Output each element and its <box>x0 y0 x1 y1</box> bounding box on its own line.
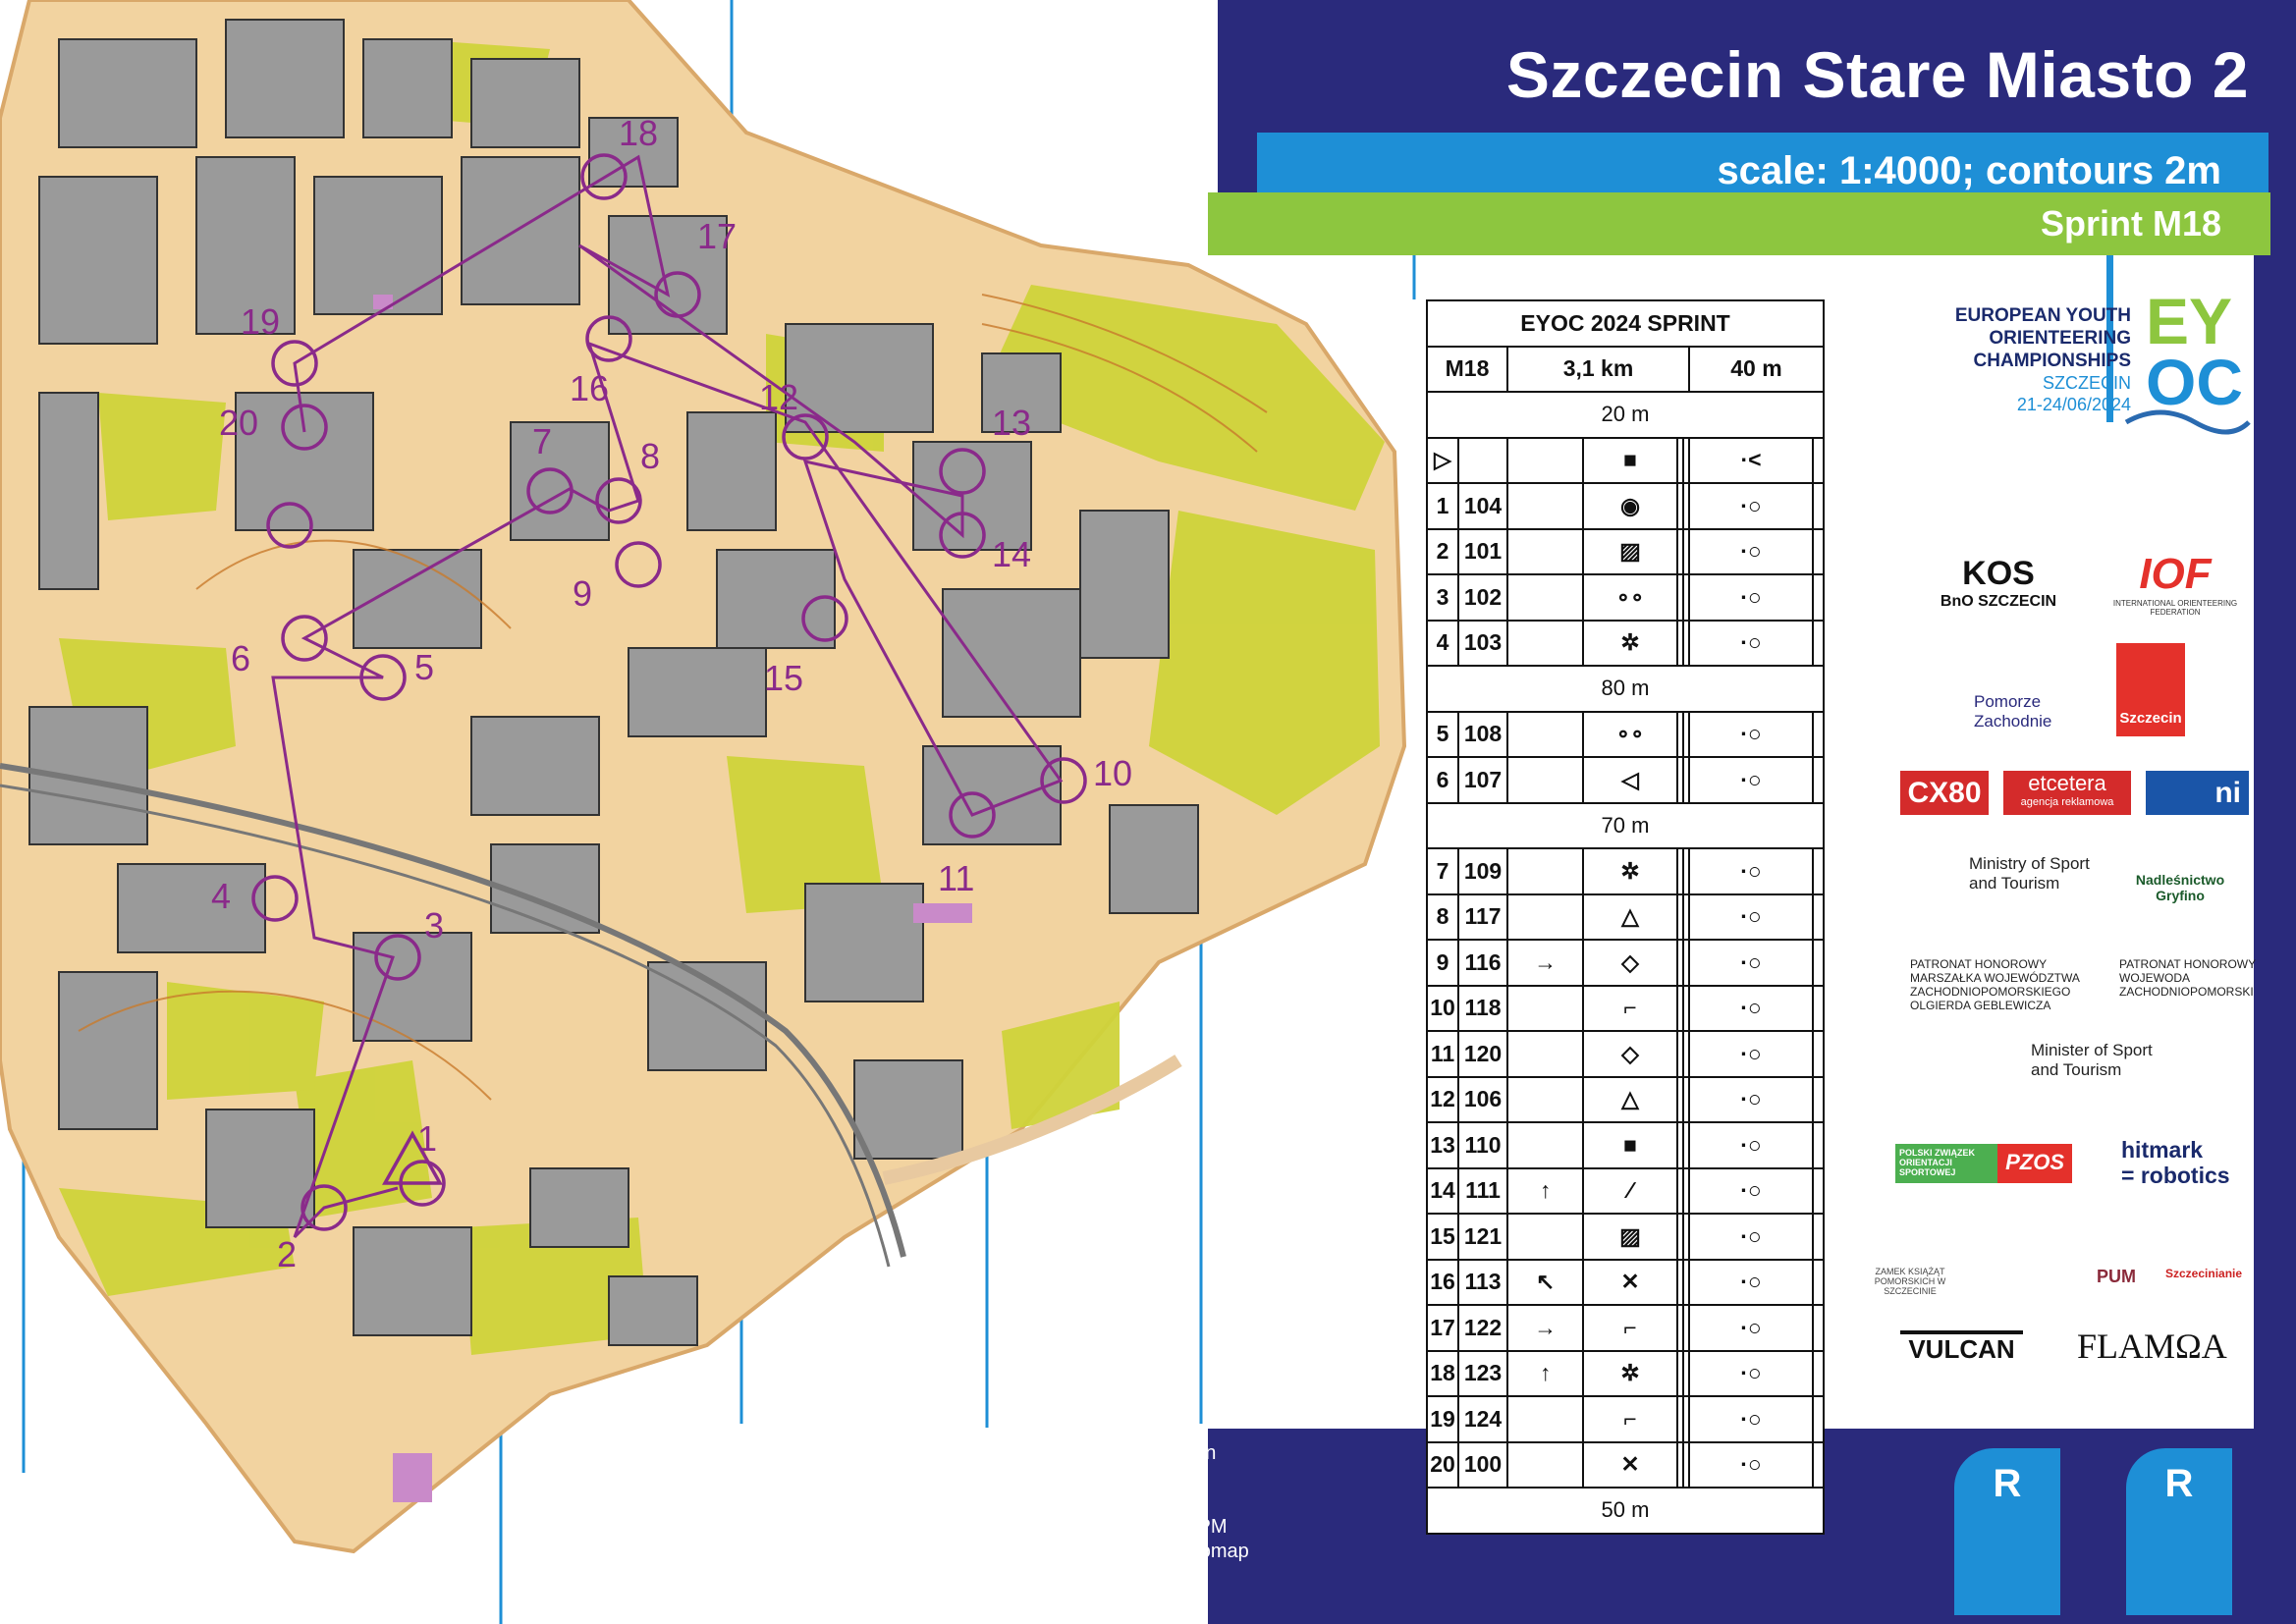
credit-value: June 2024 <box>1046 1565 1138 1587</box>
iof-logo: IOF INTERNATIONAL ORIENTEERING FEDERATION <box>2092 550 2259 617</box>
cd-feature-symbol: ✲ <box>1583 621 1676 667</box>
map-title: Szczecin Stare Miasto 2 <box>1505 38 2249 111</box>
nadlesnictwo-logo: Nadleśnictwo Gryfino <box>2135 872 2225 903</box>
pum-logo: PUM <box>2097 1267 2136 1286</box>
credit-value: Rafał Podziński <box>1046 1491 1181 1513</box>
cd-control-code: 111 <box>1458 1168 1507 1215</box>
cd-control-row <box>1427 483 1824 529</box>
cd-control-row <box>1427 1031 1824 1077</box>
etcetera-logo-sub: agencja reklamowa <box>2020 796 2114 808</box>
cd-taped-distance: 20 m <box>1427 392 1824 438</box>
iof-logo-sub: INTERNATIONAL ORIENTEERING FEDERATION <box>2112 599 2238 617</box>
cd-control-number: 9 <box>1427 940 1458 986</box>
szczecinianie-logo: Szczecinianie <box>2165 1267 2243 1280</box>
cd-control-row <box>1427 848 1824 894</box>
szczecin-logo-text: Szczecin <box>2119 710 2182 727</box>
cd-control-number: 1 <box>1427 483 1458 529</box>
cd-col-c <box>1507 1031 1583 1077</box>
cd-length: 3,1 km <box>1507 347 1689 393</box>
cx80-logo: CX80 <box>1900 771 1989 815</box>
credit-label: Mapmaker <box>847 1467 941 1489</box>
cd-control-number: ▷ <box>1427 438 1458 484</box>
control-number-2: 2 <box>277 1234 298 1274</box>
cd-location-symbol: ·○ <box>1689 712 1813 758</box>
cd-control-code: 123 <box>1458 1351 1507 1397</box>
minister-logo-2: Minister of Sport and Tourism <box>2031 1041 2153 1079</box>
cd-control-number: 8 <box>1427 894 1458 941</box>
credit-label: Course setter <box>847 1491 966 1513</box>
cd-control-row <box>1427 757 1824 803</box>
cd-control-number: 7 <box>1427 848 1458 894</box>
cd-col-h <box>1813 1442 1824 1489</box>
credits-labels <box>847 1441 1005 1589</box>
cd-col-c <box>1507 1122 1583 1168</box>
cd-feature-symbol: ∘∘ <box>1583 574 1676 621</box>
cd-climb: 40 m <box>1689 347 1824 393</box>
control-number-13: 13 <box>992 403 1032 443</box>
organiser-dates: 21-24/06/2024 <box>2016 395 2131 414</box>
cd-col-h <box>1813 757 1824 803</box>
control-number-10: 10 <box>1093 753 1133 793</box>
cd-control-row <box>1427 712 1824 758</box>
organiser-line-2: ORIENTEERING <box>1989 328 2131 349</box>
cd-control-number: 17 <box>1427 1305 1458 1351</box>
cd-location-symbol: ·○ <box>1689 574 1813 621</box>
cd-control-number: 20 <box>1427 1442 1458 1489</box>
szczecin-logo <box>2116 643 2185 736</box>
cd-feature-symbol: ⌐ <box>1583 1396 1676 1442</box>
cd-control-number: 19 <box>1427 1396 1458 1442</box>
cd-col-c <box>1507 621 1583 667</box>
cd-location-symbol: ·< <box>1689 438 1813 484</box>
patronat-2: PATRONAT HONOROWY WOJEWODA ZACHODNIOPOMORSKI <box>2119 957 2256 999</box>
control-number-4: 4 <box>211 876 232 916</box>
cd-col-c: ↖ <box>1507 1260 1583 1306</box>
cd-control-code: 106 <box>1458 1077 1507 1123</box>
credit-label: Base map <box>847 1541 937 1562</box>
cd-control-code: 109 <box>1458 848 1507 894</box>
cd-col-c <box>1507 1442 1583 1489</box>
cd-control-number: 5 <box>1427 712 1458 758</box>
cd-control-number: 10 <box>1427 986 1458 1032</box>
pzos-logo-text: PZOS <box>1997 1144 2072 1183</box>
cd-location-symbol: ·○ <box>1689 1168 1813 1215</box>
cd-feature-symbol: ▨ <box>1583 1214 1676 1260</box>
credit-label: Update <box>847 1565 911 1587</box>
cd-col-h <box>1813 438 1824 484</box>
credit-label: Owner <box>847 1442 905 1464</box>
cd-col-h <box>1813 529 1824 575</box>
pzos-logo <box>1895 1144 2072 1183</box>
cd-control-code: 100 <box>1458 1442 1507 1489</box>
cd-location-symbol: ·○ <box>1689 1122 1813 1168</box>
control-description-card <box>1426 299 1825 1535</box>
cd-location-symbol: ·○ <box>1689 848 1813 894</box>
cd-feature-symbol: ∕ <box>1583 1168 1676 1215</box>
cd-feature-symbol: ◁ <box>1583 757 1676 803</box>
cd-control-number: 12 <box>1427 1077 1458 1123</box>
cd-col-c <box>1507 1214 1583 1260</box>
r-tab-1-label: R <box>1993 1462 2022 1505</box>
organiser-line-3: CHAMPIONSHIPS <box>1973 351 2131 371</box>
cd-control-number: 16 <box>1427 1260 1458 1306</box>
cd-control-code: 104 <box>1458 483 1507 529</box>
cd-feature-symbol: ◇ <box>1583 940 1676 986</box>
cd-col-c <box>1507 712 1583 758</box>
cd-col-h <box>1813 1077 1824 1123</box>
cd-control-row <box>1427 1305 1824 1351</box>
cd-feature-symbol: ✕ <box>1583 1260 1676 1306</box>
cd-taped-distance: 80 m <box>1427 666 1824 712</box>
cd-feature-symbol: ◇ <box>1583 1031 1676 1077</box>
pzos-logo-sub: POLSKI ZWIĄZEK ORIENTACJI SPORTOWEJ <box>1899 1148 1975 1177</box>
scale-text: scale: 1:4000; contours 2m <box>1717 149 2221 192</box>
cd-location-symbol: ·○ <box>1689 757 1813 803</box>
cd-col-c: → <box>1507 1305 1583 1351</box>
control-number-6: 6 <box>231 638 251 678</box>
cd-control-row <box>1427 1442 1824 1489</box>
cd-col-h <box>1813 574 1824 621</box>
cd-col-h <box>1813 483 1824 529</box>
cd-col-c <box>1507 438 1583 484</box>
ni-logo: ni <box>2146 771 2249 815</box>
cd-feature-symbol: ▨ <box>1583 529 1676 575</box>
cd-location-symbol: ·○ <box>1689 1260 1813 1306</box>
cd-control-code: 120 <box>1458 1031 1507 1077</box>
cd-location-symbol: ·○ <box>1689 483 1813 529</box>
control-number-9: 9 <box>573 573 593 614</box>
organiser-city: SZCZECIN <box>2043 373 2131 393</box>
cd-location-symbol: ·○ <box>1689 1077 1813 1123</box>
ministry-logo-1: Ministry of Sport and Tourism <box>1969 854 2090 893</box>
cd-control-code: 108 <box>1458 712 1507 758</box>
cd-col-h <box>1813 1260 1824 1306</box>
cd-col-h <box>1813 940 1824 986</box>
cd-control-number: 6 <box>1427 757 1458 803</box>
control-number-3: 3 <box>424 905 445 946</box>
cd-col-h <box>1813 894 1824 941</box>
cd-col-c <box>1507 894 1583 941</box>
cd-control-code: 101 <box>1458 529 1507 575</box>
hitmark-logo <box>2121 1137 2249 1188</box>
r-tab-2-label: R <box>2164 1462 2194 1505</box>
cd-start-row <box>1427 438 1824 484</box>
credit-label: Map no. <box>847 1516 919 1538</box>
cd-feature-symbol: ✲ <box>1583 1351 1676 1397</box>
control-number-1: 1 <box>417 1118 438 1159</box>
r-tab-2 <box>2126 1448 2232 1615</box>
cd-control-row <box>1427 940 1824 986</box>
control-number-11: 11 <box>938 858 975 898</box>
cd-class: M18 <box>1427 347 1507 393</box>
cd-control-number: 2 <box>1427 529 1458 575</box>
cd-control-code: 110 <box>1458 1122 1507 1168</box>
cd-location-symbol: ·○ <box>1689 1031 1813 1077</box>
cd-col-c: ↑ <box>1507 1168 1583 1215</box>
kos-logo-sub: BnO SZCZECIN <box>1940 593 2057 610</box>
cd-taped-distance: 50 m <box>1427 1488 1824 1534</box>
cd-control-row <box>1427 529 1824 575</box>
svg-text:OC: OC <box>2146 346 2243 418</box>
cd-location-symbol: ·○ <box>1689 986 1813 1032</box>
cd-control-row <box>1427 986 1824 1032</box>
svg-text:EY: EY <box>2146 285 2233 357</box>
cd-control-number: 11 <box>1427 1031 1458 1077</box>
cd-control-code: 107 <box>1458 757 1507 803</box>
control-number-7: 7 <box>532 421 553 461</box>
cd-col-c <box>1507 574 1583 621</box>
cd-col-c <box>1507 483 1583 529</box>
cd-location-symbol: ·○ <box>1689 1214 1813 1260</box>
organiser-block <box>1846 304 2131 415</box>
cd-event: EYOC 2024 SPRINT <box>1427 300 1824 347</box>
credit-value: KOS BnO Szczecin <box>1046 1442 1217 1464</box>
cd-rows <box>1427 392 1824 1534</box>
cd-col-h <box>1813 986 1824 1032</box>
control-number-12: 12 <box>759 377 799 417</box>
cd-location-symbol: ·○ <box>1689 894 1813 941</box>
control-number-18: 18 <box>619 113 659 153</box>
vulcan-logo: VULCAN <box>1900 1330 2023 1365</box>
cd-control-code: 121 <box>1458 1214 1507 1260</box>
kos-logo <box>1925 555 2072 611</box>
credit-value: LIDAR & ortophotomap <box>1046 1541 1249 1562</box>
cd-control-number: 14 <box>1427 1168 1458 1215</box>
class-text: Sprint M18 <box>2040 203 2221 244</box>
cd-control-code: 113 <box>1458 1260 1507 1306</box>
cd-taped-row <box>1427 803 1824 849</box>
cd-control-row <box>1427 1351 1824 1397</box>
cd-feature-symbol: ✕ <box>1583 1442 1676 1489</box>
cd-col-h <box>1813 1122 1824 1168</box>
hitmark-line-1: hitmark <box>2121 1137 2204 1163</box>
cd-taped-row <box>1427 1488 1824 1534</box>
cd-control-number: 4 <box>1427 621 1458 667</box>
cd-col-h <box>1813 712 1824 758</box>
cd-control-code: 124 <box>1458 1396 1507 1442</box>
cd-col-h <box>1813 848 1824 894</box>
cd-feature-symbol: ∘∘ <box>1583 712 1676 758</box>
cd-feature-symbol: ✲ <box>1583 848 1676 894</box>
cd-feature-symbol: ■ <box>1583 438 1676 484</box>
cd-col-c <box>1507 1077 1583 1123</box>
cd-col-h <box>1813 1305 1824 1351</box>
cd-col-c <box>1507 1396 1583 1442</box>
control-number-5: 5 <box>414 647 435 687</box>
cd-feature-symbol: ⌐ <box>1583 986 1676 1032</box>
control-number-16: 16 <box>570 368 610 408</box>
cd-control-number: 13 <box>1427 1122 1458 1168</box>
cd-location-symbol: ·○ <box>1689 621 1813 667</box>
control-number-20: 20 <box>219 403 259 443</box>
pomorze-logo: Pomorze Zachodnie <box>1974 692 2052 731</box>
cd-col-h <box>1813 1351 1824 1397</box>
cd-control-row <box>1427 1168 1824 1215</box>
cd-taped-distance: 70 m <box>1427 803 1824 849</box>
cd-control-code <box>1458 438 1507 484</box>
cd-control-code: 117 <box>1458 894 1507 941</box>
cd-location-symbol: ·○ <box>1689 529 1813 575</box>
cd-control-row <box>1427 1214 1824 1260</box>
cd-col-c: → <box>1507 940 1583 986</box>
credits-values <box>1046 1441 1272 1589</box>
cd-control-row <box>1427 621 1824 667</box>
cd-control-code: 103 <box>1458 621 1507 667</box>
cd-control-number: 15 <box>1427 1214 1458 1260</box>
cd-control-code: 116 <box>1458 940 1507 986</box>
cd-col-c <box>1507 529 1583 575</box>
hitmark-line-2: = robotics <box>2121 1163 2230 1188</box>
cd-feature-symbol: △ <box>1583 894 1676 941</box>
cd-feature-symbol: △ <box>1583 1077 1676 1123</box>
r-tab-1 <box>1954 1448 2060 1615</box>
cd-control-row <box>1427 574 1824 621</box>
etcetera-logo <box>2003 771 2131 815</box>
cd-col-h <box>1813 1214 1824 1260</box>
cd-col-h <box>1813 1168 1824 1215</box>
cd-taped-row <box>1427 666 1824 712</box>
cd-location-symbol: ·○ <box>1689 1442 1813 1489</box>
cd-col-h <box>1813 1396 1824 1442</box>
credit-value: 2024-047-2994-ZPM <box>1046 1516 1228 1538</box>
cd-control-row <box>1427 894 1824 941</box>
cd-taped-row <box>1427 392 1824 438</box>
cd-control-code: 122 <box>1458 1305 1507 1351</box>
cd-control-row <box>1427 1260 1824 1306</box>
cd-control-row <box>1427 1396 1824 1442</box>
cd-control-row <box>1427 1077 1824 1123</box>
cd-location-symbol: ·○ <box>1689 1305 1813 1351</box>
control-number-17: 17 <box>697 216 738 256</box>
control-number-19: 19 <box>241 301 281 342</box>
cd-col-c <box>1507 757 1583 803</box>
credit-value: Rafał Podziński <box>1046 1467 1181 1489</box>
kos-logo-text: KOS <box>1962 555 2035 592</box>
cd-feature-symbol: ■ <box>1583 1122 1676 1168</box>
cd-col-h <box>1813 1031 1824 1077</box>
control-number-14: 14 <box>992 534 1032 574</box>
cd-location-symbol: ·○ <box>1689 940 1813 986</box>
cd-col-c <box>1507 848 1583 894</box>
cd-control-code: 118 <box>1458 986 1507 1032</box>
control-number-8: 8 <box>640 436 661 476</box>
cd-col-c: ↑ <box>1507 1351 1583 1397</box>
cd-col-h <box>1813 621 1824 667</box>
control-number-15: 15 <box>764 658 804 698</box>
cd-feature-symbol: ⌐ <box>1583 1305 1676 1351</box>
cd-feature-symbol: ◉ <box>1583 483 1676 529</box>
cd-col-c <box>1507 986 1583 1032</box>
cd-location-symbol: ·○ <box>1689 1396 1813 1442</box>
organiser-line-1: EUROPEAN YOUTH <box>1954 305 2131 326</box>
cd-control-number: 3 <box>1427 574 1458 621</box>
cd-control-row <box>1427 1122 1824 1168</box>
cd-location-symbol: ·○ <box>1689 1351 1813 1397</box>
zamek-logo: ZAMEK KSIĄŻĄT POMORSKICH W SZCZECINIE <box>1874 1267 1946 1296</box>
cd-control-number: 18 <box>1427 1351 1458 1397</box>
etcetera-logo-text: etcetera <box>2028 771 2106 795</box>
patronat-1: PATRONAT HONOROWY MARSZAŁKA WOJEWÓDZTWA ZACHODNIOPOMORSKIEGO OLGIERDA GEBLEWICZA <box>1910 957 2080 1012</box>
flamea-logo: FLAMΩA <box>2077 1326 2227 1366</box>
cd-control-code: 102 <box>1458 574 1507 621</box>
